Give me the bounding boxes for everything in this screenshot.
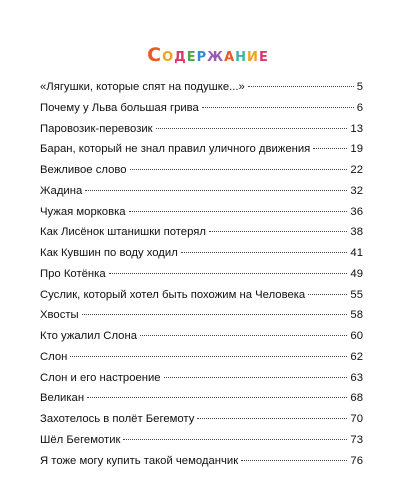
toc-entry[interactable] bbox=[40, 430, 363, 451]
toc-entry-title: Как Лисёнок штанишки потерял bbox=[40, 226, 206, 239]
toc-entry-page: 38 bbox=[350, 226, 363, 239]
toc-entry-title: Про Котёнка bbox=[40, 267, 106, 280]
toc-entry-title: Паровозик-перевозик bbox=[40, 122, 153, 135]
dot-leader bbox=[241, 459, 347, 461]
toc-entry-page: 13 bbox=[350, 122, 363, 135]
title-letter: е bbox=[258, 44, 269, 66]
toc-entry-title: Жадина bbox=[40, 184, 83, 197]
dot-leader bbox=[109, 272, 348, 274]
toc-entry-page: 63 bbox=[350, 371, 363, 384]
title-letter: н bbox=[235, 44, 248, 66]
toc-entry-page: 76 bbox=[350, 454, 363, 467]
dot-leader bbox=[308, 293, 347, 295]
toc-entry-page: 58 bbox=[350, 309, 363, 322]
toc-entry[interactable] bbox=[40, 305, 363, 326]
title-letter: д bbox=[174, 44, 187, 66]
toc-entry[interactable] bbox=[40, 77, 363, 98]
title-letter: о bbox=[162, 44, 175, 66]
dot-leader bbox=[123, 438, 347, 440]
toc-entry[interactable] bbox=[40, 139, 363, 160]
toc-entry-page: 68 bbox=[350, 392, 363, 405]
toc-entry[interactable] bbox=[40, 181, 363, 202]
title-letter: р bbox=[196, 44, 208, 66]
table-of-contents bbox=[40, 77, 363, 471]
toc-entry-title: Суслик, который хотел быть похожим на Человека bbox=[40, 288, 306, 301]
toc-entry[interactable] bbox=[40, 98, 363, 119]
title-letter: е bbox=[186, 44, 197, 66]
toc-entry-title: Шёл Бегемотик bbox=[40, 433, 121, 446]
toc-entry-title: «Лягушки, которые спят на подушке...» bbox=[40, 81, 245, 93]
dot-leader bbox=[209, 230, 347, 232]
dot-leader bbox=[129, 210, 348, 212]
toc-entry[interactable] bbox=[40, 388, 363, 409]
dot-leader bbox=[197, 417, 347, 419]
toc-entry-title: Чужая морковка bbox=[40, 205, 126, 218]
dot-leader bbox=[313, 147, 347, 149]
toc-entry[interactable] bbox=[40, 264, 363, 285]
title-letter: и bbox=[247, 44, 259, 66]
toc-entry[interactable] bbox=[40, 243, 363, 264]
title-letter: ж bbox=[207, 44, 225, 66]
toc-entry-title: Как Кувшин по воду ходил bbox=[40, 247, 178, 259]
dot-leader bbox=[181, 251, 348, 253]
dot-leader bbox=[164, 376, 348, 378]
toc-entry-title: Слон bbox=[40, 350, 68, 363]
toc-entry-title: Вежливое слово bbox=[40, 164, 127, 176]
dot-leader bbox=[248, 85, 354, 87]
dot-leader bbox=[202, 106, 354, 108]
toc-entry[interactable] bbox=[40, 368, 363, 389]
title-letter: С bbox=[147, 44, 163, 66]
dot-leader bbox=[87, 396, 347, 398]
toc-entry-page: 73 bbox=[350, 433, 363, 446]
toc-entry-title: Слон и его настроение bbox=[40, 371, 161, 384]
toc-entry-page: 70 bbox=[350, 413, 363, 425]
toc-entry-page: 5 bbox=[356, 81, 363, 93]
toc-entry[interactable] bbox=[40, 160, 363, 181]
toc-entry-page: 22 bbox=[350, 164, 363, 176]
toc-entry[interactable] bbox=[40, 285, 363, 306]
dot-leader bbox=[156, 127, 348, 129]
dot-leader bbox=[130, 168, 348, 170]
dot-leader bbox=[82, 313, 348, 315]
dot-leader bbox=[85, 189, 347, 191]
toc-entry-page: 36 bbox=[350, 205, 363, 218]
dot-leader bbox=[140, 334, 347, 336]
title-letter: а bbox=[224, 44, 236, 66]
toc-entry-title: Захотелось в полёт Бегемоту bbox=[40, 413, 195, 425]
toc-entry[interactable] bbox=[40, 326, 363, 347]
toc-entry[interactable] bbox=[40, 409, 363, 430]
toc-entry-page: 41 bbox=[350, 247, 363, 259]
toc-entry[interactable] bbox=[40, 119, 363, 140]
toc-entry-title: Кто ужалил Слона bbox=[40, 330, 137, 342]
dot-leader bbox=[70, 355, 347, 357]
toc-entry-title: Я тоже могу купить такой чемоданчик bbox=[40, 454, 239, 467]
toc-entry[interactable] bbox=[40, 222, 363, 243]
toc-entry-title: Почему у Льва большая грива bbox=[40, 101, 199, 114]
toc-entry[interactable] bbox=[40, 202, 363, 223]
toc-entry-title: Великан bbox=[40, 392, 85, 405]
toc-entry-title: Хвосты bbox=[40, 309, 79, 322]
toc-entry-page: 6 bbox=[356, 101, 363, 114]
toc-entry-page: 62 bbox=[350, 350, 363, 363]
page-title bbox=[0, 44, 416, 66]
toc-entry[interactable] bbox=[40, 451, 363, 472]
toc-entry-page: 32 bbox=[350, 184, 363, 197]
toc-entry-title: Баран, который не знал правил уличного движения bbox=[40, 143, 311, 156]
toc-entry-page: 49 bbox=[350, 267, 363, 280]
toc-entry-page: 55 bbox=[350, 288, 363, 301]
toc-entry-page: 19 bbox=[350, 143, 363, 156]
toc-entry-page: 60 bbox=[350, 330, 363, 342]
toc-entry[interactable] bbox=[40, 347, 363, 368]
